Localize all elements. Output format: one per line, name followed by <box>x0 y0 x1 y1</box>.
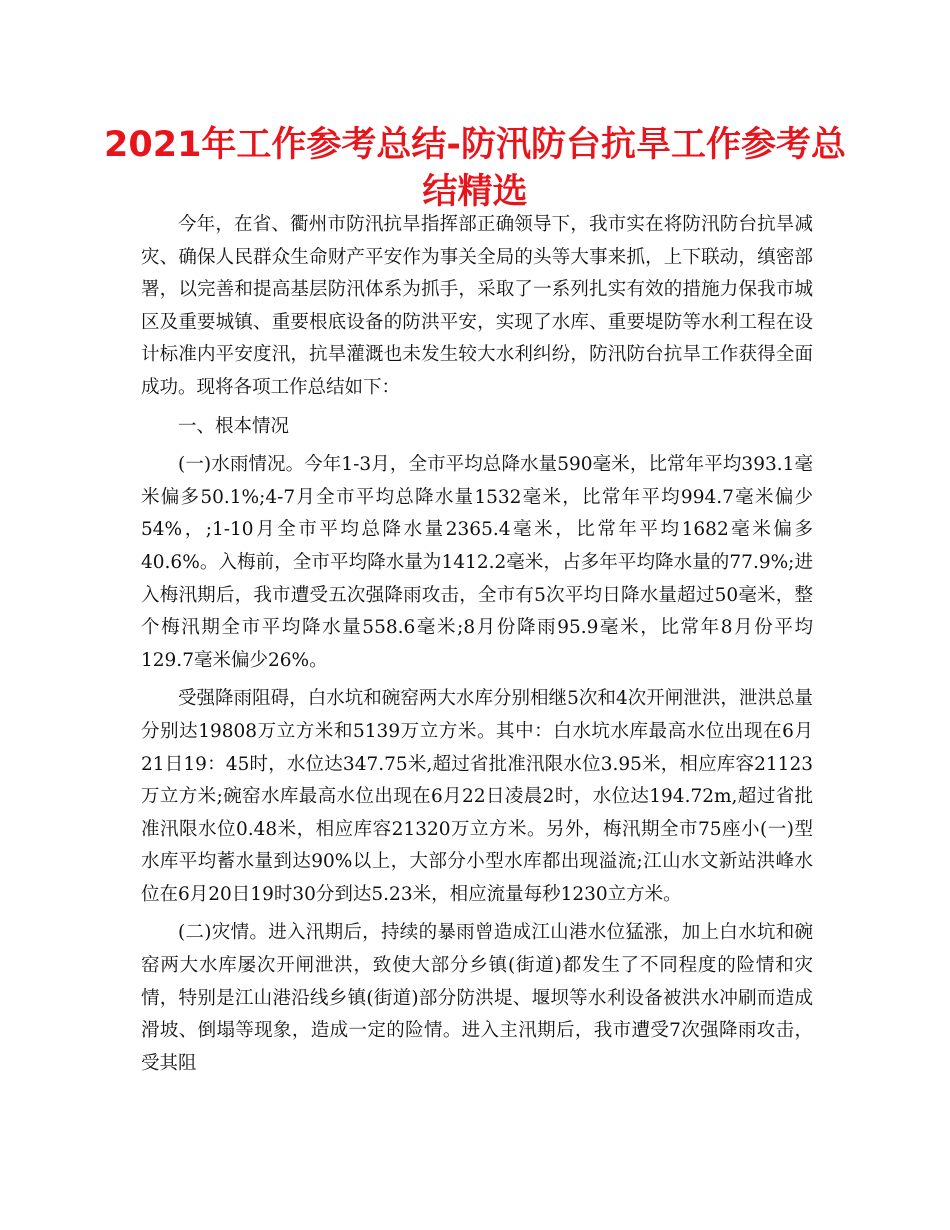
document-body <box>141 209 813 1086</box>
section-heading-basic-situation: 一、根本情况 <box>178 415 290 437</box>
paragraph-intro: 今年，在省、衢州市防汛抗旱指挥部正确领导下，我市实在将防汛防台抗旱减灾、确保人民群众生命财产平安作为事关全局的头等大事来抓，上下联动，缜密部署，以完善和提高基层防汛体系为抓手，采取了一系列扎实有效的措施力保我市城区及重要城镇、重要根底设备的防洪平安，实现了水库、重要堤防等水利工程在设计标准内平安度汛，抗旱灌溉也未发生较大水利纠纷，防汛防台抗旱工作获得全面成功。现将各项工作总结如下： <box>141 214 813 398</box>
paragraph-disaster: (二)灾情。进入汛期后，持续的暴雨曾造成江山港水位猛涨，加上白水坑和碗窑两大水库屡次开闸泄洪，致使大部分乡镇(街道)都发生了不同程度的险情和灾情，特别是江山港沿线乡镇(街道)部分防洪堤、堰坝等水利设备被洪水冲刷而造成滑坡、倒塌等现象，造成一定的险情。进入主汛期后，我市遭受7次强降雨攻击，受其阻 <box>141 922 813 1074</box>
paragraph-reservoirs: 受强降雨阻碍，白水坑和碗窑两大水库分别相继5次和4次开闸泄洪，泄洪总量分别达19808万立方米和5139万立方米。其中：白水坑水库最高水位出现在6月21日19：45时，水位达347.75米,超过省批准汛限水位3.95米，相应库容21123万立方米;碗窑水库最高水位出现在6月22日凌晨2时，水位达194.72m,超过省批准汛限水位0.48米，相应库容21320万立方米。另外，梅汛期全市75座小(一)型水库平均蓄水量到达90%以上，大部分小型水库都出现溢流;江山水文新站洪峰水位在6月20日19时30分到达5.23米，相应流量每秒1230立方米。 <box>141 688 813 905</box>
paragraph-rainfall: (一)水雨情况。今年1-3月，全市平均总降水量590毫米，比常年平均393.1毫米偏多50.1%;4-7月全市平均总降水量1532毫米，比常年平均994.7毫米偏少54%，;1-10月全市平均总降水量2365.4毫米，比常年平均1682毫米偏多40.6%。入梅前，全市平均降水量为1412.2毫米，占多年平均降水量的77.9%;进入梅汛期后，我市遭受五次强降雨攻击，全市有5次平均日降水量超过50毫米，整个梅汛期全市平均降水量558.6毫米;8月份降雨95.9毫米，比常年8月份平均129.7毫米偏少26%。 <box>141 454 813 671</box>
document-title: 2021年工作参考总结-防汛防台抗旱工作参考总结精选 <box>104 125 846 212</box>
